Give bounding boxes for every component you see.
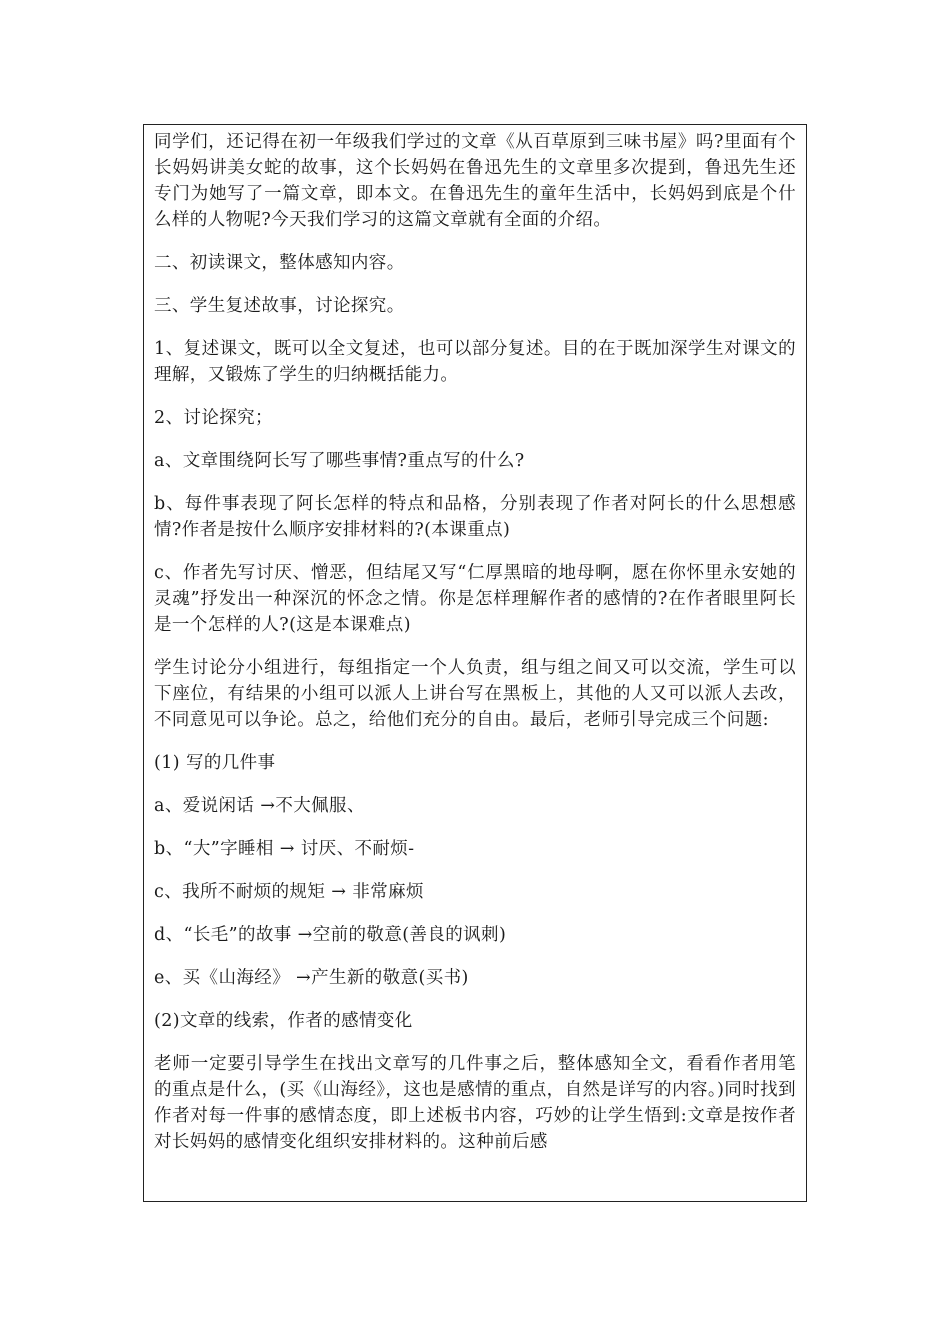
- document-body: [144, 125, 806, 1155]
- question-a: a、文章围绕阿长写了哪些事情?重点写的什么?: [154, 451, 525, 471]
- question-c: c、作者先写讨厌、憎恶，但结尾又写“仁厚黑暗的地母啊，愿在你怀里永安她的灵魂”抒发出一种深沉的怀念之情。你是怎样理解作者的感情的?在作者眼里阿长是一个怎样的人?(这是本课难点): [154, 563, 796, 635]
- clue-heading: (2)文章的线索，作者的感情变化: [154, 1011, 413, 1031]
- discussion-heading: 2、讨论探究；: [154, 408, 273, 428]
- intro-paragraph: 同学们，还记得在初一年级我们学过的文章《从百草原到三味书屋》吗?里面有个长妈妈讲美女蛇的故事，这个长妈妈在鲁迅先生的文章里多次提到，鲁迅先生还专门为她写了一篇文章，即本文。在鲁迅先生的童年生活中，长妈妈到底是个什么样的人物呢?今天我们学习的这篇文章就有全面的介绍。: [154, 132, 796, 230]
- document-table-cell: [143, 124, 807, 1202]
- section-heading-3: 三、学生复述故事，讨论探究。: [154, 296, 405, 316]
- event-item-a: a、爱说闲话 →不大佩服、: [154, 796, 365, 816]
- teacher-guidance-paragraph: 老师一定要引导学生在找出文章写的几件事之后，整体感知全文，看看作者用笔的重点是什么，(买《山海经》，这也是感情的重点，自然是详写的内容。)同时找到作者对每一件事的感情态度，即上述板书内容，巧妙的让学生悟到:文章是按作者对长妈妈的感情变化组织安排材料的。这种前后感: [154, 1054, 796, 1152]
- event-item-b: b、“大”字睡相 → 讨厌、不耐烦-: [154, 839, 415, 859]
- group-discussion-paragraph: 学生讨论分小组进行，每组指定一个人负责，组与组之间又可以交流，学生可以下座位，有结果的小组可以派人上讲台写在黑板上，其他的人又可以派人去改，不同意见可以争论。总之，给他们充分的自由。最后，老师引导完成三个问题:: [154, 658, 796, 730]
- event-item-e: e、买《山海经》 →产生新的敬意(买书): [154, 968, 469, 988]
- section-heading-2: 二、初读课文，整体感知内容。: [154, 253, 405, 273]
- event-item-c: c、我所不耐烦的规矩 → 非常麻烦: [154, 882, 424, 902]
- question-b: b、每件事表现了阿长怎样的特点和品格，分别表现了作者对阿长的什么思想感情?作者是按什么顺序安排材料的?(本课重点): [154, 494, 796, 540]
- events-heading: (1) 写的几件事: [154, 753, 276, 773]
- event-item-d: d、“长毛”的故事 →空前的敬意(善良的讽刺): [154, 925, 507, 945]
- retell-paragraph: 1、复述课文，既可以全文复述，也可以部分复述。目的在于既加深学生对课文的理解，又锻炼了学生的归纳概括能力。: [154, 339, 796, 385]
